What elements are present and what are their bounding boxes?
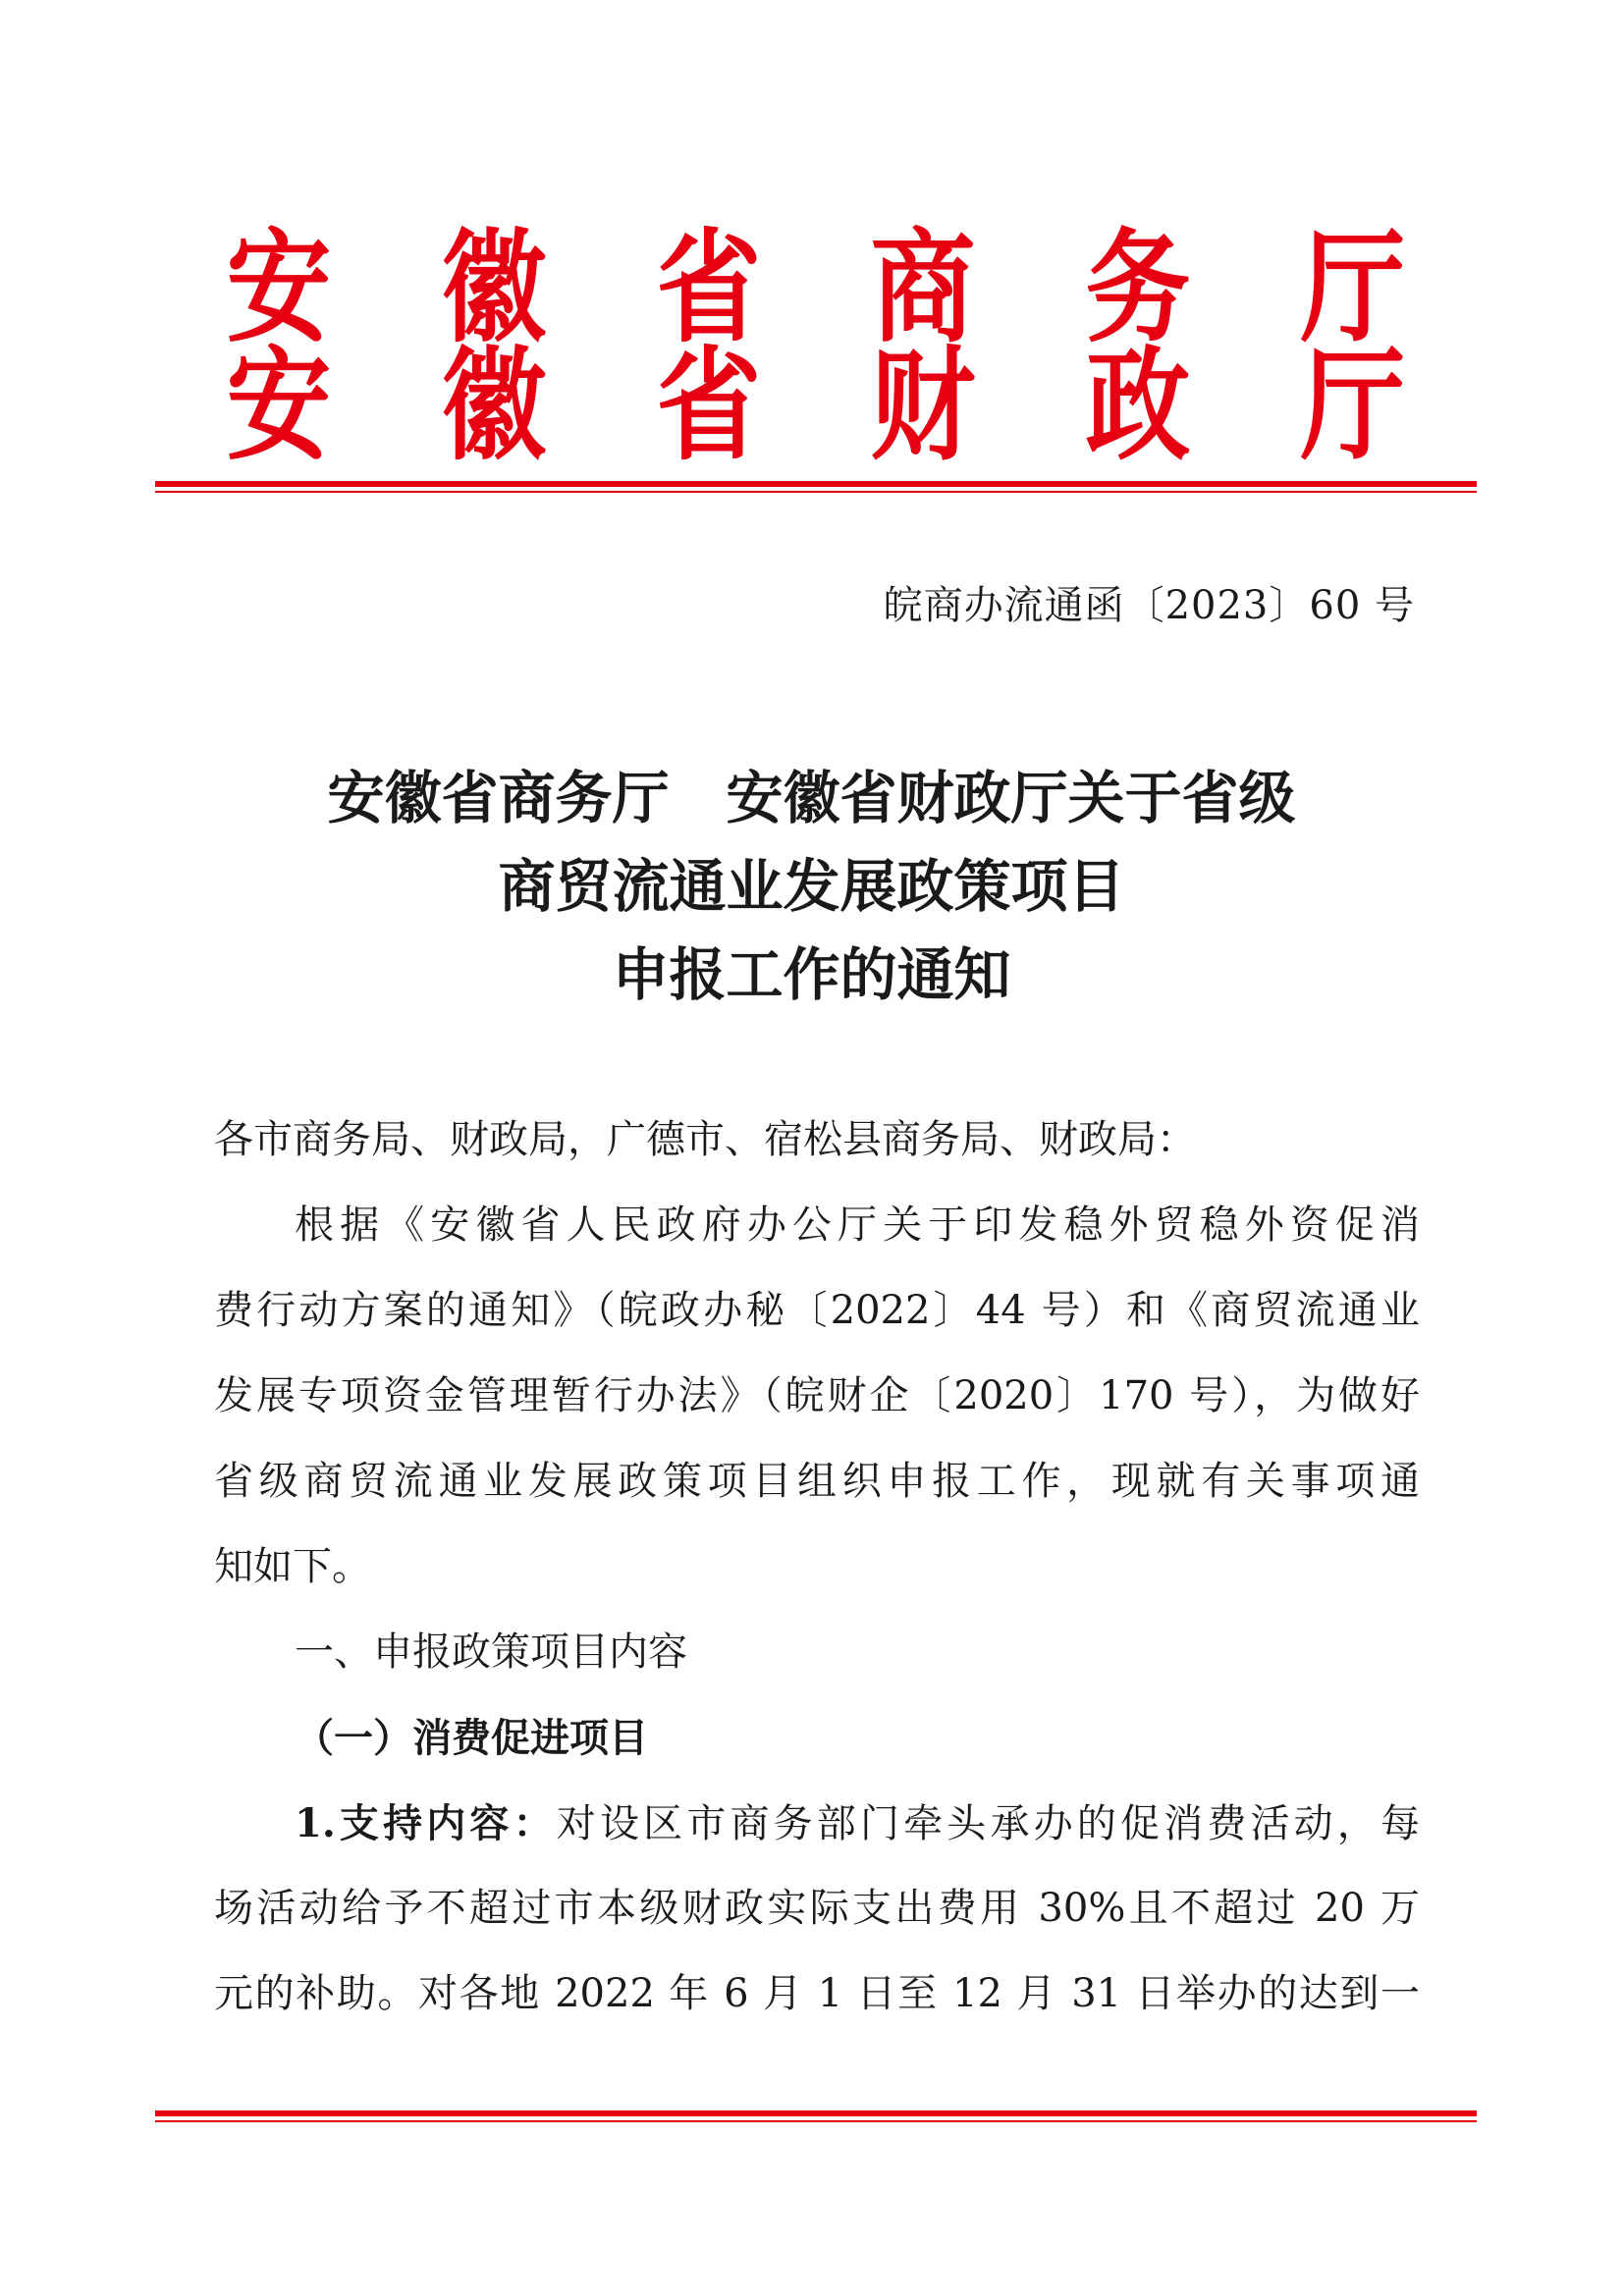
title-line: 安徽省商务厅 安徽省财政厅关于省级 <box>327 765 1296 831</box>
letterhead-char: 政 <box>1085 335 1191 477</box>
letterhead-char: 徽 <box>441 335 547 477</box>
paragraph-line: 元的补助。对各地 2022 年 6 月 1 日至 12 月 31 日举办的达到一 <box>214 1971 1420 2016</box>
document-number: 皖商办流通函〔2023〕60 号 <box>883 583 1415 628</box>
letterhead-char: 安 <box>226 335 332 477</box>
document-title <box>0 754 1623 1019</box>
paragraph-line: 根据《安徽省人民政府办公厅关于印发稳外贸稳外资促消 <box>295 1202 1420 1248</box>
footer-divider <box>155 2110 1477 2122</box>
paragraph-line: 费行动方案的通知》（皖政办秘〔2022〕44 号）和《商贸流通业 <box>214 1288 1420 1333</box>
letterhead-char: 省 <box>656 217 761 359</box>
letterhead-line-finance <box>218 335 1414 477</box>
paragraph-text: 对设区市商务部门牵头承办的促消费活动，每 <box>556 1801 1420 1846</box>
letterhead-char: 厅 <box>1300 217 1406 359</box>
subsection-heading <box>214 1695 1420 1781</box>
letterhead-char: 徽 <box>441 217 547 359</box>
support-content-paragraph <box>214 1781 1420 2037</box>
section-heading-text: 一、申报政策项目内容 <box>295 1629 687 1675</box>
intro-paragraph <box>214 1183 1420 1610</box>
letterhead-char: 财 <box>871 335 976 477</box>
paragraph-line: 场活动给予不超过市本级财政实际支出费用 30%且不超过 20 万 <box>214 1886 1420 1931</box>
subsection-heading-text: （一）消费促进项目 <box>295 1715 648 1761</box>
title-line: 申报工作的通知 <box>612 941 1011 1008</box>
letterhead-divider <box>155 481 1477 493</box>
letterhead-char: 安 <box>226 217 332 359</box>
letterhead-char: 务 <box>1085 217 1191 359</box>
paragraph-line: 发展专项资金管理暂行办法》（皖财企〔2020〕170 号），为做好 <box>214 1373 1420 1418</box>
paragraph-line: 知如下。 <box>214 1544 371 1589</box>
paragraph-line: 省级商贸流通业发展政策项目组织申报工作，现就有关事项通 <box>214 1459 1420 1504</box>
salutation <box>214 1097 1420 1183</box>
support-content-label: 1.支持内容： <box>295 1800 557 1846</box>
letterhead-char: 厅 <box>1300 335 1406 477</box>
letterhead-line-commerce <box>218 217 1414 359</box>
salutation-text: 各市商务局、财政局，广德市、宿松县商务局、财政局： <box>214 1117 1196 1162</box>
title-line: 商贸流通业发展政策项目 <box>498 853 1125 920</box>
paragraph-line <box>214 1781 1420 1866</box>
section-heading <box>214 1610 1420 1695</box>
letterhead-char: 商 <box>871 217 976 359</box>
letterhead-char: 省 <box>656 335 761 477</box>
